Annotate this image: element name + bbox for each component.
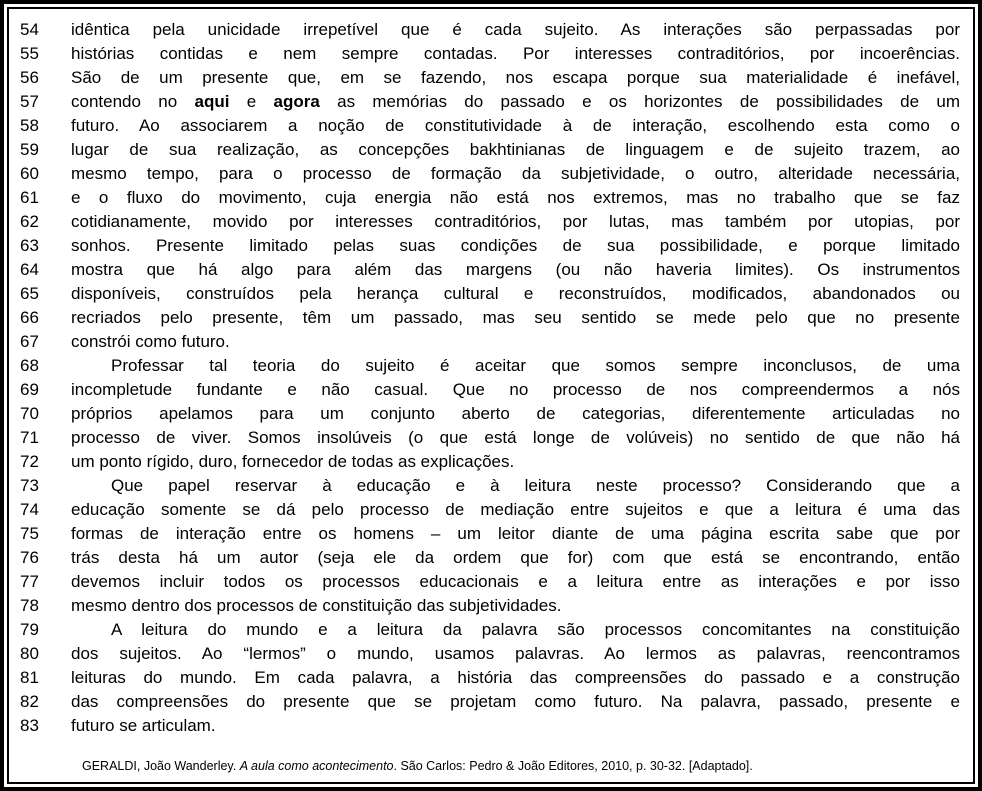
line-number: 59 [20,140,39,159]
line-row [9,690,973,714]
line-number: 64 [20,260,39,279]
line-row [9,162,973,186]
line-row [9,42,973,66]
line-text: disponíveis, construídos pela herança cultural e reconstruídos, modificados, abandonados ou [71,284,960,303]
line-row [9,258,973,282]
text-segment: GERALDI, João Wanderley. [82,759,240,773]
line-text: devemos incluir todos os processos educacionais e a leitura entre as interações e por isso [71,572,960,591]
line-text: constrói como futuro. [71,332,230,351]
line-row [9,570,973,594]
line-text [71,90,960,114]
line-row [9,450,973,474]
line-row [9,402,973,426]
line-text: processo de viver. Somos insolúveis (o que está longe de volúveis) no sentido de que não há [71,428,960,447]
line-row [9,234,973,258]
line-number: 69 [20,380,39,399]
line-text: futuro. Ao associarem a noção de constitutividade à de interação, escolhendo esta como o [71,116,960,135]
line-number: 56 [20,68,39,87]
line-row [9,426,973,450]
line-row [9,618,973,642]
line-number: 79 [20,620,39,639]
line-row [9,474,973,498]
line-row [9,210,973,234]
line-number: 61 [20,188,39,207]
line-number: 65 [20,284,39,303]
line-text: dos sujeitos. Ao “lermos” o mundo, usamos palavras. Ao lermos as palavras, reencontramos [71,644,960,663]
line-row [9,306,973,330]
line-number: 66 [20,308,39,327]
line-row [9,714,973,738]
line-number: 54 [20,20,39,39]
line-number: 73 [20,476,39,495]
line-row [9,114,973,138]
line-text: histórias contidas e nem sempre contadas. Por interesses contraditórios, por incoerências. [71,44,960,63]
line-number: 58 [20,116,39,135]
line-row [9,66,973,90]
line-number: 70 [20,404,39,423]
line-text: sonhos. Presente limitado pelas suas condições de sua possibilidade, e porque limitado [71,236,960,255]
line-text: São de um presente que, em se fazendo, nos escapa porque sua materialidade é inefável, [71,68,960,87]
line-text: A leitura do mundo e a leitura da palavra são processos concomitantes na constituição [111,620,960,639]
line-text: lugar de sua realização, as concepções bakhtinianas de linguagem e de sujeito trazem, ao [71,140,960,159]
line-text: e o fluxo do movimento, cuja energia não está nos extremos, mas no trabalho que se faz [71,188,960,207]
line-number: 62 [20,212,39,231]
line-text: um ponto rígido, duro, fornecedor de todas as explicações. [71,452,515,471]
text-segment: aqui [194,92,230,111]
text-segment: contendo no [71,92,195,111]
line-number: 72 [20,452,39,471]
line-number: 83 [20,716,39,735]
line-text: mostra que há algo para além das margens (ou não haveria limites). Os instrumentos [71,260,960,279]
line-text: próprios apelamos para um conjunto aberto de categorias, diferentemente articuladas no [71,404,960,423]
line-row [9,498,973,522]
line-text: Professar tal teoria do sujeito é aceitar que somos sempre inconclusos, de uma [111,356,960,375]
line-row [9,354,973,378]
line-row [9,330,973,354]
line-text: educação somente se dá pelo processo de mediação entre sujeitos e que a leitura é uma das [71,500,960,519]
line-text: Que papel reservar à educação e à leitura neste processo? Considerando que a [111,476,960,495]
line-number: 81 [20,668,39,687]
line-number: 67 [20,332,39,351]
line-number: 60 [20,164,39,183]
line-row [9,18,973,42]
text-segment: . São Carlos: Pedro & João Editores, 2010, p. 30-32. [Adaptado]. [393,759,753,773]
line-text: trás desta há um autor (seja ele da ordem que for) com que está se encontrando, então [71,548,960,567]
text-segment: agora [273,92,320,111]
line-number: 80 [20,644,39,663]
text-segment: e [229,92,274,111]
line-text: cotidianamente, movido por interesses contraditórios, por lutas, mas também por utopias, por [71,212,960,231]
line-text: idêntica pela unicidade irrepetível que é cada sujeito. As interações são perpassadas por [71,20,960,39]
line-number: 78 [20,596,39,615]
line-number: 75 [20,524,39,543]
line-number: 63 [20,236,39,255]
line-row [9,90,973,114]
line-number: 57 [20,92,39,111]
line-text: formas de interação entre os homens – um leitor diante de uma página escrita sabe que por [71,524,960,543]
line-row [9,138,973,162]
line-number: 82 [20,692,39,711]
line-number: 55 [20,44,39,63]
line-text: leituras do mundo. Em cada palavra, a história das compreensões do passado e a construção [71,668,960,687]
line-text: mesmo dentro dos processos de constituição das subjetividades. [71,596,562,615]
line-row [9,546,973,570]
text-segment: as memórias do passado e os horizontes de possibilidades de um [319,92,960,111]
line-number: 77 [20,572,39,591]
line-text: incompletude fundante e não casual. Que no processo de nos compreendermos a nós [71,380,960,399]
line-row [9,186,973,210]
line-row [9,378,973,402]
line-number: 71 [20,428,39,447]
line-number: 68 [20,356,39,375]
line-text: futuro se articulam. [71,716,216,735]
line-number: 76 [20,548,39,567]
line-row [9,666,973,690]
passage-frame [7,7,975,784]
line-text: mesmo tempo, para o processo de formação da subjetividade, o outro, alteridade necessária, [71,164,960,183]
line-number: 74 [20,500,39,519]
line-text: das compreensões do presente que se projetam como futuro. Na palavra, passado, presente e [71,692,960,711]
line-text: recriados pelo presente, têm um passado, mas seu sentido se mede pelo que no presente [71,308,960,327]
citation [82,758,973,774]
line-row [9,522,973,546]
line-row [9,642,973,666]
line-row [9,594,973,618]
line-row [9,282,973,306]
text-segment: A aula como acontecimento [239,759,394,773]
text-lines [9,18,973,738]
